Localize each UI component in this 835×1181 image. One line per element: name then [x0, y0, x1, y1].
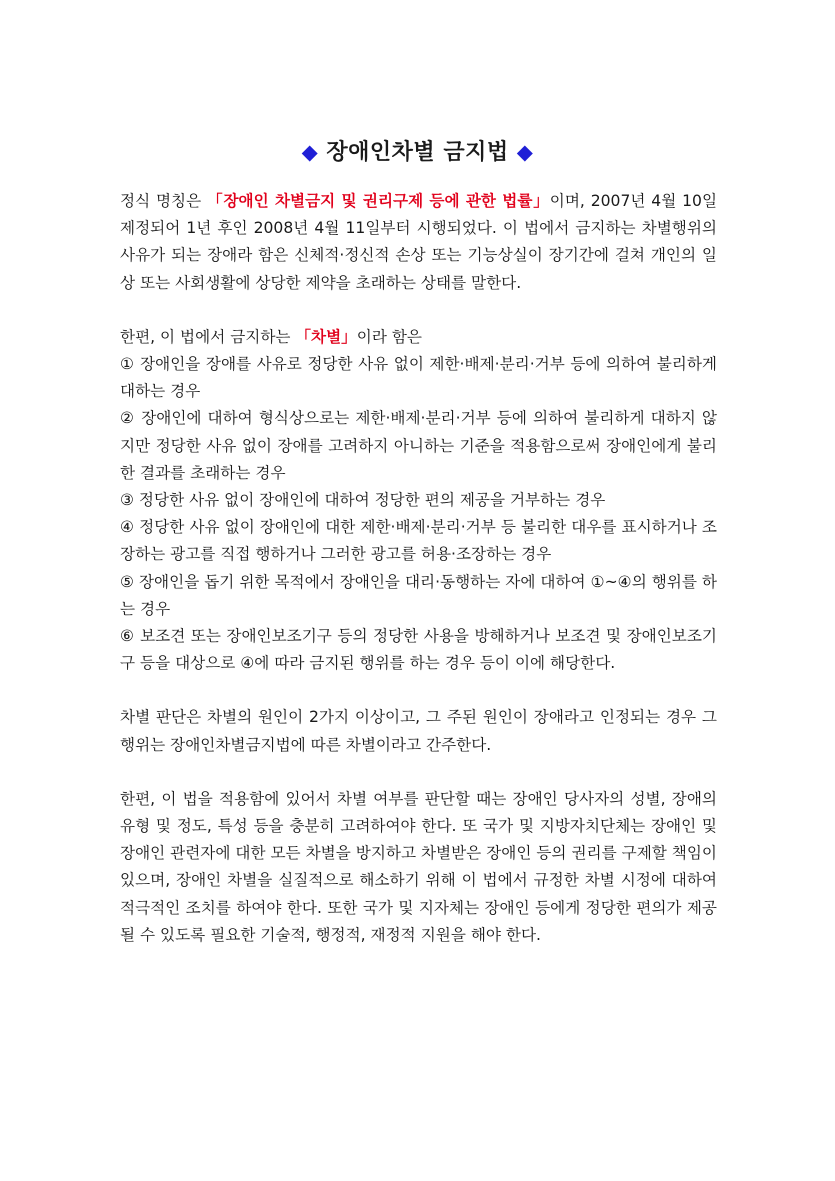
paragraph-application: 한편, 이 법을 적용함에 있어서 차별 여부를 판단할 때는 장애인 당사자의 성별, 장애의 유형 및 정도, 특성 등을 충분히 고려하여야 한다. 또 국가 및 지방자치단체는 장애인 및 장애인 관련자에 대한 모든 차별을 방지하고 차별받은 장애인 등의 권리를 구제할 책임이 있으며, 장애인 차별을 실질적으로 해소하기 위해 이 법에서 규정한 차별 시정에 대하여 적극적인 조치를 하여야 한다. 또한 국가 및 지자체는 장애인 등에게 정당한 편의가 제공될 수 있도록 필요한 기술적, 행정적, 재정적 지원을 해야 한다. — [120, 789, 717, 944]
discrimination-item-4: ④ 정당한 사유 없이 장애인에 대한 제한·배제·분리·거부 등 불리한 대우를 표시하거나 조장하는 광고를 직접 행하거나 그러한 광고를 허용·조장하는 경우 — [120, 518, 717, 564]
discrimination-intro — [120, 324, 717, 351]
diamond-right-icon: ◆ — [516, 140, 534, 164]
discrimination-item-1: ① 장애인을 장애를 사유로 정당한 사유 없이 제한·배제·분리·거부 등에 의하여 불리하게 대하는 경우 — [120, 355, 717, 401]
paragraph-spacer — [120, 677, 717, 704]
paragraph-official-name-before: 정식 명칭은 — [120, 192, 207, 210]
document-title — [0, 135, 835, 166]
law-full-name-highlight: 「장애인 차별금지 및 권리구제 등에 관한 법률」 — [206, 192, 550, 210]
paragraph-spacer — [120, 759, 717, 786]
discrimination-term-highlight: 「차별」 — [295, 327, 357, 346]
paragraph-official-name — [120, 188, 717, 297]
discrimination-intro-before: 한편, 이 법에서 금지하는 — [120, 327, 296, 346]
discrimination-item-6: ⑥ 보조견 또는 장애인보조기구 등의 정당한 사용을 방해하거나 보조견 및 장애인보조기구 등을 대상으로 ④에 따라 금지된 행위를 하는 경우 등이 이에 해당한다. — [120, 627, 717, 673]
document-title-text: 장애인차별 금지법 — [326, 140, 509, 165]
paragraph-judgment: 차별 판단은 차별의 원인이 2가지 이상이고, 그 주된 원인이 장애라고 인정되는 경우 그 행위는 장애인차별금지법에 따른 차별이라고 간주한다. — [120, 708, 717, 754]
paragraph-official-name-after: 이며, 2007년 4월 10일 제정되어 1년 후인 2008년 4월 11일부터 시행되었다. 이 법에서 금지하는 차별행위의 사유가 되는 장애라 함은 신체적·정신적 손상 또는 기능상실이 장기간에 걸쳐 개인의 일상 또는 사회생활에 상당한 제약을 초래하는 상태를 말한다. — [120, 192, 718, 292]
discrimination-item-3: ③ 정당한 사유 없이 장애인에 대하여 정당한 편의 제공을 거부하는 경우 — [120, 491, 606, 510]
paragraph-spacer — [120, 297, 717, 324]
diamond-left-icon: ◆ — [301, 140, 319, 164]
discrimination-item-5: ⑤ 장애인을 돕기 위한 목적에서 장애인을 대리·동행하는 자에 대하여 ①~④의 행위를 하는 경우 — [120, 572, 717, 618]
discrimination-item-2: ② 장애인에 대하여 형식상으로는 제한·배제·분리·거부 등에 의하여 불리하게 대하지 않지만 정당한 사유 없이 장애를 고려하지 아니하는 기준을 적용함으로써 장애인에게 불리한 결과를 초래하는 경우 — [120, 409, 717, 482]
discrimination-intro-after: 이라 함은 — [356, 327, 422, 346]
document-body — [120, 188, 717, 949]
